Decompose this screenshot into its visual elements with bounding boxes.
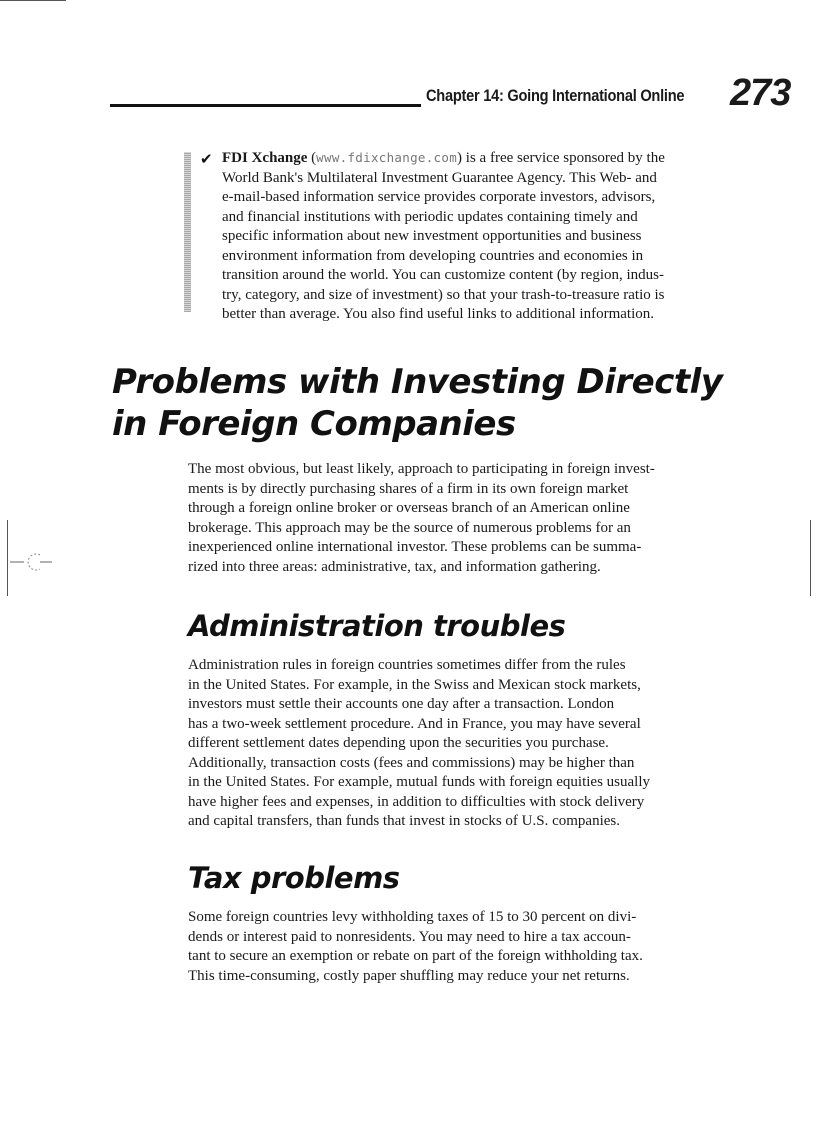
bullet-line: e-mail-based information service provides corporate investors, advisors, — [222, 189, 656, 205]
chapter-title: Chapter 14: Going International Online — [426, 86, 685, 105]
fdi-xchange-bullet — [222, 148, 708, 325]
paragraph-line: and capital transfers, than funds that invest in stocks of U.S. companies. — [188, 813, 620, 829]
bullet-line: specific information about new investment opportunities and business — [222, 228, 642, 244]
paragraph-line: The most obvious, but least likely, approach to participating in foreign invest- — [188, 461, 655, 477]
paragraph-line: Some foreign countries levy withholding taxes of 15 to 30 percent on divi- — [188, 909, 637, 925]
paragraph-line: different settlement dates depending upon the securities you purchase. — [188, 735, 609, 751]
paragraph-line: This time-consuming, costly paper shuffling may reduce your net returns. — [188, 967, 630, 984]
paragraph-line: through a foreign online broker or overseas branch of an American online — [188, 500, 630, 516]
bullet-line: transition around the world. You can customize content (by region, indus- — [222, 267, 665, 283]
fdi-url-link[interactable]: www.fdixchange.com — [316, 150, 458, 165]
paragraph-line: has a two-week settlement procedure. And in France, you may have several — [188, 715, 641, 732]
paragraph-line: have higher fees and expenses, in addition to difficulties with stock delivery — [188, 793, 645, 810]
section-heading-problems — [112, 361, 752, 445]
administration-paragraph — [188, 656, 718, 832]
bullet-line: try, category, and size of investment) so that your trash-to-treasure ratio is — [222, 286, 665, 303]
crop-mark-top — [0, 0, 66, 1]
tip-bar-icon — [184, 152, 191, 312]
paragraph-line: Additionally, transaction costs (fees and commissions) may be higher than — [188, 754, 635, 771]
subheading-tax: Tax problems — [188, 861, 400, 895]
paragraph-line: Administration rules in foreign countries sometimes differ from the rules — [188, 657, 626, 673]
paragraph-line: rized into three areas: administrative, tax, and information gathering. — [188, 558, 601, 575]
checkmark-icon: ✔ — [200, 150, 213, 168]
page-number: 273 — [730, 72, 791, 114]
header-rule — [110, 104, 421, 107]
paragraph-line: inexperienced online international investor. These problems can be summa- — [188, 539, 642, 555]
paragraph-line: dends or interest paid to nonresidents. You may need to hire a tax accoun- — [188, 928, 631, 945]
bullet-line-0-rest: ) is a free service sponsored by the — [457, 150, 665, 166]
registration-mark-icon — [10, 550, 52, 574]
bullet-line: World Bank's Multilateral Investment Guarantee Agency. This Web- and — [222, 169, 657, 186]
open-paren: ( — [307, 150, 317, 166]
bullet-term: FDI Xchange — [222, 150, 308, 166]
crop-mark-right — [810, 520, 811, 596]
subheading-administration: Administration troubles — [188, 609, 566, 643]
bullet-line: environment information from developing countries and economies in — [222, 247, 644, 264]
crop-mark-left — [7, 520, 8, 596]
intro-paragraph — [188, 460, 718, 577]
paragraph-line: in the United States. For example, in the Swiss and Mexican stock markets, — [188, 676, 641, 693]
heading-line-2: in Foreign Companies — [112, 404, 516, 444]
paragraph-line: tant to secure an exemption or rebate on part of the foreign withholding tax. — [188, 948, 643, 964]
paragraph-line: in the United States. For example, mutual funds with foreign equities usually — [188, 774, 651, 790]
paragraph-line: ments is by directly purchasing shares of a firm in its own foreign market — [188, 480, 629, 497]
tax-paragraph — [188, 908, 718, 986]
paragraph-line: investors must settle their accounts one day after a transaction. London — [188, 696, 615, 712]
bullet-line: and financial institutions with periodic updates containing timely and — [222, 208, 638, 225]
bullet-line: better than average. You also find useful links to additional information. — [222, 306, 654, 322]
heading-line-1: Problems with Investing Directly — [112, 362, 723, 402]
paragraph-line: brokerage. This approach may be the source of numerous problems for an — [188, 519, 631, 536]
